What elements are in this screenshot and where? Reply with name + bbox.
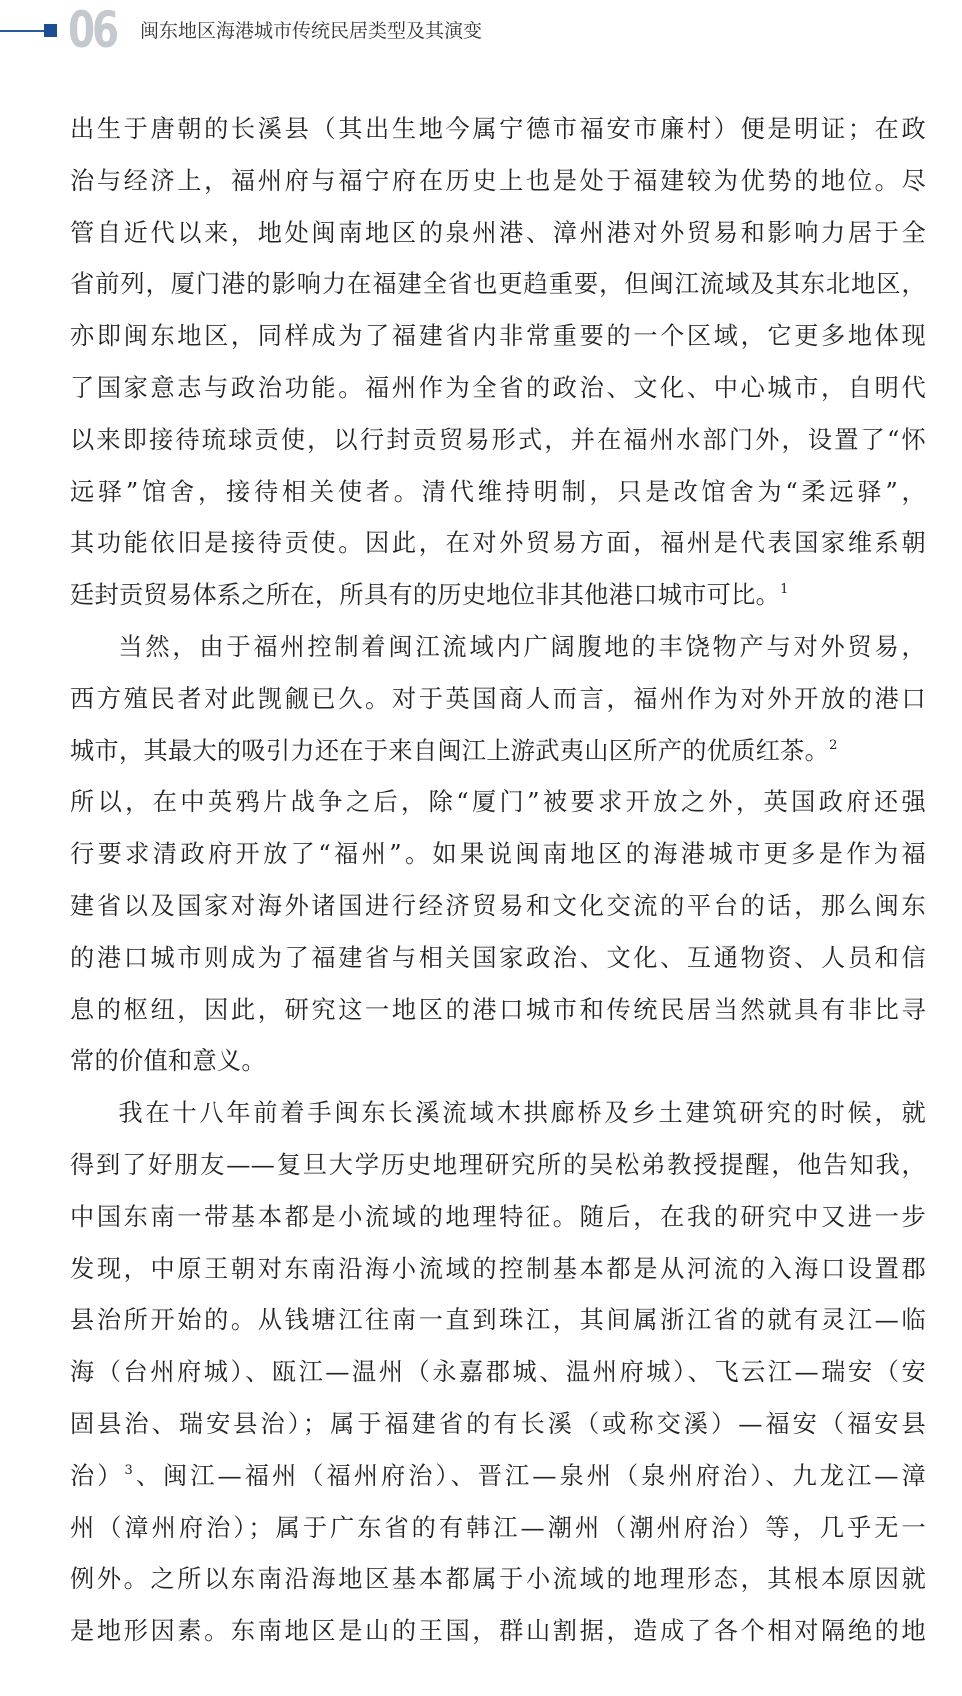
text-line: 治与经济上，福州府与福宁府在历史上也是处于福建较为优势的地位。尽 (70, 166, 926, 195)
text-line: 发现，中原王朝对东南沿海小流域的控制基本都是从河流的入海口设置郡 (70, 1254, 926, 1283)
header-square-marker (44, 24, 57, 37)
text-line: 亦即闽东地区，同样成为了福建省内非常重要的一个区域，它更多地体现 (70, 322, 926, 351)
text-line: 例外。之所以东南沿海地区基本都属于小流域的地理形态，其根本原因就 (70, 1565, 926, 1594)
text-line: 建省以及国家对海外诸国进行经济贸易和文化交流的平台的话，那么闽东 (70, 891, 926, 920)
text-line-content: 廷封贡贸易体系之所在，所具有的历史地位非其他港口城市可比。 (70, 581, 781, 610)
text-line: 中国东南一带基本都是小流域的地理特征。随后，在我的研究中又进一步 (70, 1202, 926, 1231)
text-line: 海（台州府城）、瓯江—温州（永嘉郡城、温州府城）、飞云江—瑞安（安 (70, 1358, 926, 1387)
text-line: 远驿”馆舍，接待相关使者。清代维持明制，只是改馆舍为“柔远驿”， (70, 477, 926, 506)
text-line: 管自近代以来，地处闽南地区的泉州港、漳州港对外贸易和影响力居于全 (70, 218, 926, 247)
text-line: 所以，在中英鸦片战争之后，除“厦门”被要求开放之外，英国政府还强 (70, 788, 926, 817)
text-line: 固县治、瑞安县治）；属于福建省的有长溪（或称交溪）—福安（福安县 (70, 1409, 926, 1438)
paragraph-3 (70, 1088, 926, 1658)
paragraph-1 (70, 104, 926, 622)
body-text (70, 104, 926, 1658)
text-line: 我在十八年前着手闽东长溪流域木拱廊桥及乡土建筑研究的时候，就 (118, 1099, 926, 1128)
text-line: 当然，由于福州控制着闽江流域内广阔腹地的丰饶物产与对外贸易， (118, 632, 926, 661)
paragraph-2 (70, 622, 926, 1088)
text-line: 出生于唐朝的长溪县（其出生地今属宁德市福安市廉村）便是明证；在政 (70, 115, 926, 143)
footnote-marker: 1 (780, 582, 789, 598)
text-line (70, 1451, 926, 1503)
text-line: 县治所开始的。从钱塘江往南一直到珠江，其间属浙江省的就有灵江—临 (70, 1306, 926, 1335)
text-line: 息的枢纽，因此，研究这一地区的港口城市和传统民居当然就具有非比寻 (70, 995, 926, 1024)
text-line: 州（漳州府治）；属于广东省的有韩江—潮州（潮州府治）等，几乎无一 (70, 1513, 926, 1542)
page-number: 06 (68, 1, 117, 59)
text-line-content: 、闽江—福州（福州府治）、晋江—泉州（泉州府治）、九龙江—漳 (133, 1461, 926, 1490)
text-line-content: 城市，其最大的吸引力还在于来自闽江上游武夷山区所产的优质红茶。 (70, 736, 830, 765)
text-line: 以来即接待琉球贡使，以行封贡贸易形式，并在福州水部门外，设置了“怀 (70, 425, 926, 454)
text-line: 其功能依旧是接待贡使。因此，在对外贸易方面，福州是代表国家维系朝 (70, 529, 926, 558)
footnote-marker: 3 (124, 1462, 134, 1478)
text-line (70, 726, 926, 778)
text-line: 是地形因素。东南地区是山的王国，群山割据，造成了各个相对隔绝的地 (70, 1617, 926, 1646)
text-line (70, 570, 926, 622)
text-line: 省前列，厦门港的影响力在福建全省也更趋重要，但闽江流域及其东北地区， (70, 270, 926, 299)
running-header (0, 0, 962, 80)
header-rule (0, 30, 44, 32)
text-line: 行要求清政府开放了“福州”。如果说闽南地区的海港城市更多是作为福 (70, 840, 926, 869)
text-line: 了国家意志与政治功能。福州作为全省的政治、文化、中心城市，自明代 (70, 373, 926, 402)
text-line-content: 治） (70, 1461, 125, 1490)
text-line: 常的价值和意义。 (70, 1047, 266, 1076)
footnote-marker: 2 (829, 737, 838, 753)
text-line: 的港口城市则成为了福建省与相关国家政治、文化、互通物资、人员和信 (70, 943, 926, 972)
running-title: 闽东地区海港城市传统民居类型及其演变 (140, 20, 483, 42)
text-line: 得到了好朋友——复旦大学历史地理研究所的吴松弟教授提醒，他告知我， (70, 1150, 926, 1179)
text-line: 西方殖民者对此觊觎已久。对于英国商人而言，福州作为对外开放的港口 (70, 684, 926, 713)
